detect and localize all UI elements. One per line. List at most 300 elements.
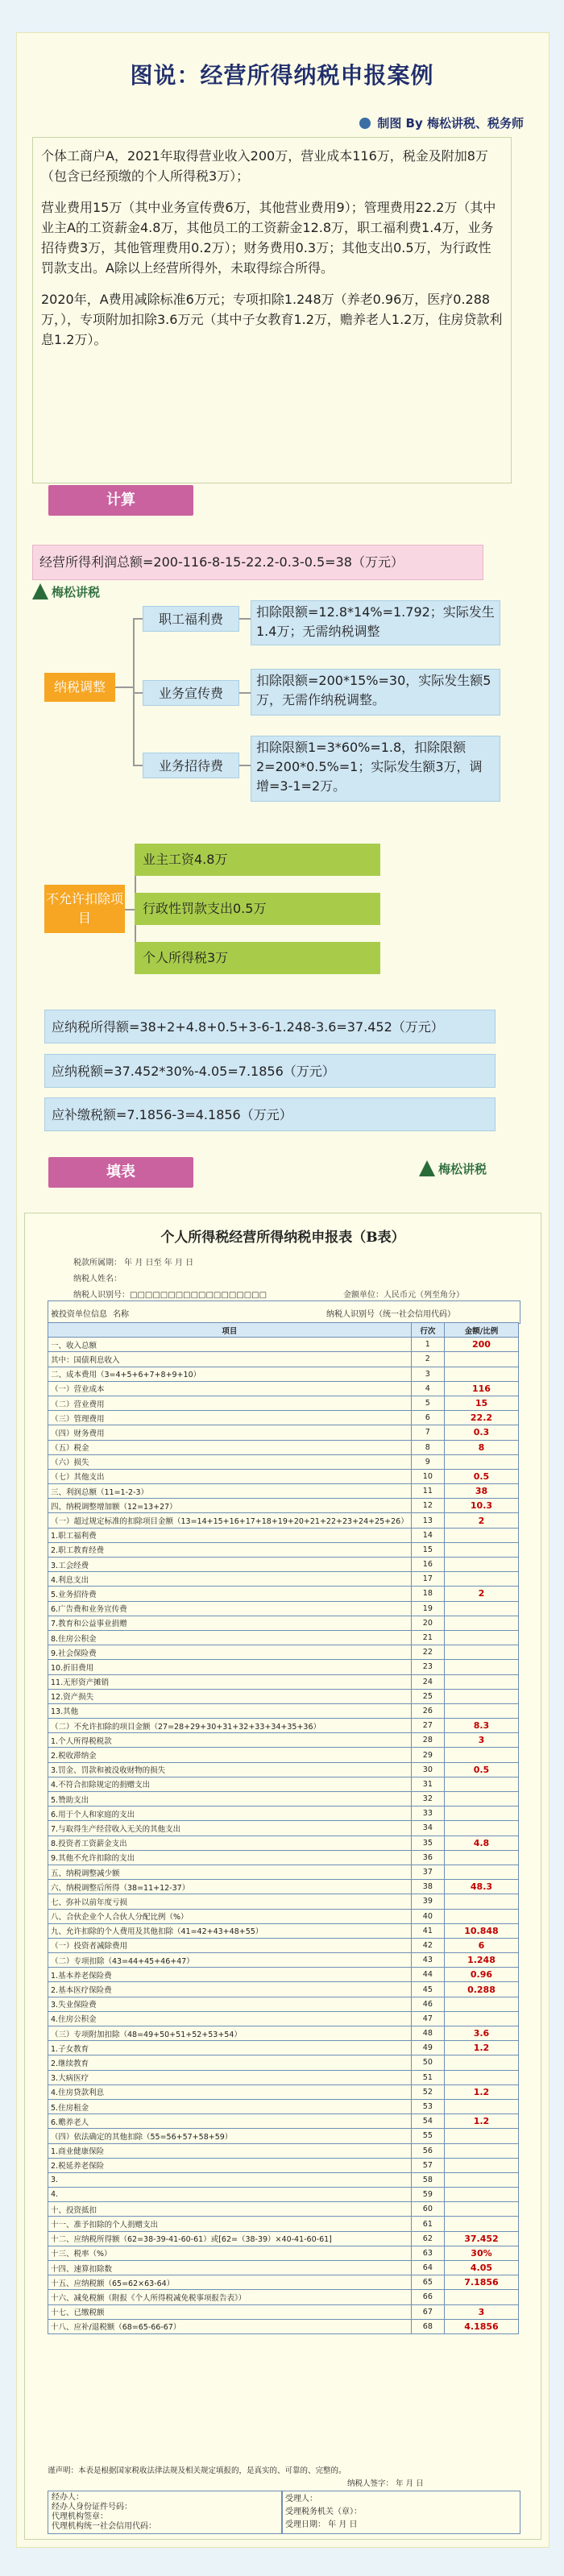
row-amount [444, 1807, 518, 1821]
table-row [48, 2026, 519, 2041]
agent-line: 代理机构统一社会信用代码： [52, 2522, 156, 2531]
row-number: 20 [411, 1616, 444, 1630]
row-amount [444, 2129, 518, 2143]
table-row [48, 2319, 519, 2333]
row-number: 64 [411, 2261, 444, 2275]
row-amount [444, 1454, 518, 1469]
row-item: 九、允许扣除的个人费用及其他扣除（41=42+43+48+55） [48, 1923, 412, 1938]
row-item: （一）超过规定标准的扣除项目金额（13=14+15+16+17+18+19+20+21+22+23+24+25+26） [48, 1513, 412, 1528]
row-item: 其中：国债利息收入 [48, 1352, 412, 1367]
section-form-header: 填表 [48, 1157, 193, 1188]
row-number: 47 [411, 2011, 444, 2026]
row-item: 4.利息支出 [48, 1572, 412, 1587]
table-row [48, 2231, 519, 2246]
row-number: 28 [411, 1733, 444, 1748]
receiver-line: 受理日期： 年 月 日 [285, 2520, 358, 2529]
row-item: 4. [48, 2188, 412, 2202]
tax-due-formula: 应补缴税额=7.1856-3=4.1856（万元） [44, 1097, 496, 1131]
row-amount [444, 1909, 518, 1923]
agent-line: 经办人： [52, 2493, 84, 2502]
table-row [48, 1733, 519, 1748]
row-item: 13.其他 [48, 1703, 412, 1718]
table-row [48, 1630, 519, 1645]
connector [239, 692, 251, 694]
row-amount: 10.3 [444, 1499, 518, 1513]
row-amount [444, 1674, 518, 1689]
table-row [48, 1997, 519, 2011]
row-item: 1.子女教育 [48, 2041, 412, 2055]
row-number: 34 [411, 1821, 444, 1836]
row-number: 58 [411, 2172, 444, 2187]
row-amount [444, 1660, 518, 1674]
row-amount [444, 2158, 518, 2172]
table-row [48, 1703, 519, 1718]
row-item: 十二、应纳税所得额（62=38-39-41-60-61）或[62=（38-39）×40-41-60-61] [48, 2231, 412, 2246]
table-row [48, 1454, 519, 1469]
table-row [48, 1338, 519, 1352]
row-item: 十八、应补/退税额（68=65-66-67） [48, 2319, 412, 2333]
taxable-income-formula: 应纳税所得额=38+2+4.8+0.5+3-6-1.248-3.6=37.452（万元） [44, 1010, 496, 1043]
row-number: 65 [411, 2275, 444, 2290]
row-amount [444, 1748, 518, 1762]
col-header-amount: 金额/比例 [444, 1323, 518, 1338]
non-deductible-label: 不允许扣除项目 [44, 885, 125, 933]
row-number: 50 [411, 2055, 444, 2070]
row-number: 18 [411, 1587, 444, 1601]
table-row [48, 1542, 519, 1557]
table-row [48, 1836, 519, 1850]
row-number: 35 [411, 1836, 444, 1850]
row-amount [444, 2217, 518, 2231]
table-row [48, 1469, 519, 1483]
non-deductible-item: 业主工资4.8万 [135, 844, 380, 876]
row-number: 48 [411, 2026, 444, 2041]
row-item: 六、纳税调整后所得（38=11+12-37） [48, 1880, 412, 1894]
table-row [48, 1558, 519, 1572]
table-row [48, 1381, 519, 1396]
credit-text: 制图 By 梅松讲税、税务师 [377, 116, 524, 131]
form-period: 税款所属期： 年 月 日至 年 月 日 [73, 1259, 194, 1267]
row-amount [444, 2099, 518, 2113]
case-description [32, 137, 512, 483]
row-number: 63 [411, 2246, 444, 2260]
row-number: 23 [411, 1660, 444, 1674]
tax-form [24, 1213, 541, 2540]
row-number: 38 [411, 1880, 444, 1894]
row-amount [444, 1367, 518, 1381]
row-amount: 1.2 [444, 2041, 518, 2055]
investee-name-label: 名称 [113, 1310, 129, 1319]
non-deductible-item: 行政性罚款支出0.5万 [135, 893, 380, 925]
logo [419, 1160, 487, 1177]
table-row [48, 1528, 519, 1542]
row-number: 30 [411, 1762, 444, 1777]
table-row [48, 2275, 519, 2290]
table-row [48, 1748, 519, 1762]
row-item: 十三、税率（%） [48, 2246, 412, 2260]
row-amount: 4.8 [444, 1836, 518, 1850]
row-amount [444, 1792, 518, 1807]
row-amount: 15 [444, 1396, 518, 1410]
intro-paragraph: 营业费用15万（其中业务宣传费6万，其他营业费用9）；管理费用22.2万（其中业主A的工资薪金4.8万，其他员工的工资薪金12.8万，职工福利费1.4万，业务招待费3万，其他管理费用0.2万）；财务费用0.3万；其他支出0.5万，为行政性罚款支出。A除以上经营所得外，未取得综合所得。 [41, 200, 496, 276]
table-row [48, 1719, 519, 1733]
col-header-item: 项目 [48, 1323, 412, 1338]
agent-line: 代理机构签章： [52, 2512, 108, 2521]
table-row [48, 1865, 519, 1879]
table-row [48, 1850, 519, 1865]
table-row [48, 2011, 519, 2026]
row-number: 56 [411, 2143, 444, 2158]
row-number: 11 [411, 1484, 444, 1499]
row-item: （六）损失 [48, 1454, 412, 1469]
row-item: 1.基本养老保险费 [48, 1968, 412, 1982]
row-amount [444, 1616, 518, 1630]
row-amount: 38 [444, 1484, 518, 1499]
row-item: 十七、已缴税额 [48, 2304, 412, 2319]
receiver-line: 受理人： [285, 2495, 317, 2503]
row-amount: 0.5 [444, 1469, 518, 1483]
table-row [48, 2084, 519, 2099]
row-number: 32 [411, 1792, 444, 1807]
table-row [48, 2143, 519, 2158]
row-amount [444, 1703, 518, 1718]
row-item: 1.职工福利费 [48, 1528, 412, 1542]
table-row [48, 2246, 519, 2260]
table-row [48, 1587, 519, 1601]
row-amount: 0.96 [444, 1968, 518, 1982]
row-amount: 48.3 [444, 1880, 518, 1894]
table-row [48, 2304, 519, 2319]
table-row [48, 1367, 519, 1381]
non-deductible-item: 个人所得税3万 [135, 942, 380, 974]
row-amount [444, 2143, 518, 2158]
table-row [48, 2188, 519, 2202]
row-item: 一、收入总额 [48, 1338, 412, 1352]
row-item: 6.赡养老人 [48, 2114, 412, 2129]
row-number: 55 [411, 2129, 444, 2143]
row-amount: 4.05 [444, 2261, 518, 2275]
table-row [48, 2129, 519, 2143]
tax-payable-formula: 应纳税额=37.452*30%-4.05=7.1856（万元） [44, 1054, 496, 1088]
row-number: 15 [411, 1542, 444, 1557]
logo-text: 梅松讲税 [438, 1162, 487, 1176]
row-item: 2.继续教育 [48, 2055, 412, 2070]
row-amount: 8 [444, 1440, 518, 1454]
row-amount [444, 1777, 518, 1791]
row-number: 33 [411, 1807, 444, 1821]
form-table [48, 1322, 519, 2334]
row-item: 二、成本费用（3=4+5+6+7+8+9+10） [48, 1367, 412, 1381]
table-row [48, 2055, 519, 2070]
row-item: （二）专项扣除（43=44+45+46+47） [48, 1953, 412, 1968]
row-amount: 22.2 [444, 1411, 518, 1425]
row-item: 7.教育和公益事业捐赠 [48, 1616, 412, 1630]
table-row [48, 1762, 519, 1777]
row-item: 8.投资者工资薪金支出 [48, 1836, 412, 1850]
row-item: 3. [48, 2172, 412, 2187]
row-amount [444, 1645, 518, 1660]
adjust-detail-entertainment: 扣除限额1=3*60%=1.8，扣除限额2=200*0.5%=1；实际发生额3万，调增=3-1=2万。 [251, 736, 500, 802]
row-item: （三）专项附加扣除（48=49+50+51+52+53+54） [48, 2026, 412, 2041]
row-number: 51 [411, 2070, 444, 2084]
table-row [48, 1792, 519, 1807]
table-row [48, 1953, 519, 1968]
row-number: 44 [411, 1968, 444, 1982]
row-number: 29 [411, 1748, 444, 1762]
row-item: （四）财务费用 [48, 1425, 412, 1440]
row-amount: 0.288 [444, 1982, 518, 1997]
row-number: 45 [411, 1982, 444, 1997]
row-item: 1.商业健康保险 [48, 2143, 412, 2158]
row-item: 2.职工教育经费 [48, 1542, 412, 1557]
table-row [48, 2041, 519, 2055]
table-row [48, 2158, 519, 2172]
adjust-item-entertainment: 业务招待费 [143, 753, 239, 778]
agent-line: 经办人身份证件号码： [52, 2503, 132, 2512]
form-unit: 金额单位：人民币元（列至角分） [343, 1291, 464, 1300]
row-number: 27 [411, 1719, 444, 1733]
table-row [48, 2290, 519, 2304]
intro-paragraph: 2020年，A费用减除标准6万元；专项扣除1.248万（养老0.96万，医疗0.288万，），专项附加扣除3.6万元（其中子女教育1.2万，赡养老人1.2万，住房贷款利息1.2万）。 [41, 292, 503, 347]
table-row [48, 1923, 519, 1938]
row-amount [444, 1528, 518, 1542]
row-number: 5 [411, 1396, 444, 1410]
row-amount [444, 2202, 518, 2217]
row-amount: 2 [444, 1513, 518, 1528]
table-row [48, 1880, 519, 1894]
row-number: 37 [411, 1865, 444, 1879]
logo [32, 583, 100, 600]
row-amount: 6 [444, 1938, 518, 1952]
row-item: 2.基本医疗保险费 [48, 1982, 412, 1997]
row-number: 53 [411, 2099, 444, 2113]
row-number: 43 [411, 1953, 444, 1968]
connector [133, 618, 143, 620]
table-row [48, 1660, 519, 1674]
row-item: （二）不允许扣除的项目金额（27=28+29+30+31+32+33+34+35+36） [48, 1719, 412, 1733]
row-amount: 3 [444, 1733, 518, 1748]
row-item: 十六、减免税额（附报《个人所得税减免税事项报告表》） [48, 2290, 412, 2304]
table-row [48, 1616, 519, 1630]
row-number: 12 [411, 1499, 444, 1513]
row-item: 3.罚金、罚款和被没收财物的损失 [48, 1762, 412, 1777]
row-item: 2.税延养老保险 [48, 2158, 412, 2172]
row-number: 4 [411, 1381, 444, 1396]
row-number: 2 [411, 1352, 444, 1367]
row-number: 8 [411, 1440, 444, 1454]
table-row [48, 1601, 519, 1616]
form-taxpayer: 纳税人姓名： [73, 1275, 122, 1284]
table-row [48, 1821, 519, 1836]
table-row [48, 2217, 519, 2231]
row-item: 8.住房公积金 [48, 1630, 412, 1645]
row-number: 57 [411, 2158, 444, 2172]
col-header-row: 行次 [411, 1323, 444, 1338]
row-item: （一）投资者减除费用 [48, 1938, 412, 1952]
row-number: 24 [411, 1674, 444, 1689]
table-row [48, 1411, 519, 1425]
row-item: 十五、应纳税额（65=62×63-64） [48, 2275, 412, 2290]
row-item: 2.税收滞纳金 [48, 1748, 412, 1762]
table-row [48, 1396, 519, 1410]
table-row [48, 1807, 519, 1821]
table-row [48, 1352, 519, 1367]
row-amount: 3.6 [444, 2026, 518, 2041]
bullet-icon [359, 118, 371, 129]
row-amount [444, 1997, 518, 2011]
adjust-detail-welfare: 扣除限额=12.8*14%=1.792；实际发生1.4万；无需纳税调整 [251, 600, 500, 645]
investee-label: 被投资单位信息 [51, 1310, 107, 1319]
row-number: 41 [411, 1923, 444, 1938]
row-number: 62 [411, 2231, 444, 2246]
table-row [48, 2114, 519, 2129]
row-amount [444, 1601, 518, 1616]
profit-formula: 经营所得利润总额=200-116-8-15-22.2-0.3-0.5=38（万元） [32, 545, 483, 580]
row-amount [444, 1821, 518, 1836]
receiver-line: 受理税务机关（章）： [285, 2508, 362, 2516]
row-item: 3.工会经费 [48, 1558, 412, 1572]
connector [133, 692, 143, 694]
connector [115, 687, 133, 688]
table-row [48, 1499, 519, 1513]
row-amount [444, 2011, 518, 2026]
row-item: 12.资产损失 [48, 1689, 412, 1703]
row-number: 46 [411, 1997, 444, 2011]
receiver-box [281, 2491, 520, 2534]
adjust-item-ads: 业务宣传费 [143, 680, 239, 706]
table-row [48, 1689, 519, 1703]
row-amount [444, 1894, 518, 1909]
row-amount: 2 [444, 1587, 518, 1601]
row-amount [444, 2172, 518, 2187]
row-item: 9.社会保险费 [48, 1645, 412, 1660]
row-number: 40 [411, 1909, 444, 1923]
connector [239, 618, 251, 620]
row-amount: 0.5 [444, 1762, 518, 1777]
row-amount: 200 [444, 1338, 518, 1352]
row-amount: 0.3 [444, 1425, 518, 1440]
table-row [48, 1645, 519, 1660]
table-header-row [48, 1323, 519, 1338]
connector [133, 765, 143, 766]
row-item: 4.住房公积金 [48, 2011, 412, 2026]
row-amount [444, 1689, 518, 1703]
adjust-item-welfare: 职工福利费 [143, 606, 239, 632]
row-item: 4.不符合扣除规定的捐赠支出 [48, 1777, 412, 1791]
row-amount: 4.1856 [444, 2319, 518, 2333]
table-row [48, 2099, 519, 2113]
row-number: 10 [411, 1469, 444, 1483]
page-title: 图说：经营所得纳税申报案例 [130, 62, 434, 89]
row-number: 21 [411, 1630, 444, 1645]
investee-info-header [48, 1300, 520, 1324]
row-item: 四、纳税调整增加额（12=13+27） [48, 1499, 412, 1513]
row-item: 十、投资抵扣 [48, 2202, 412, 2217]
row-number: 6 [411, 1411, 444, 1425]
row-number: 22 [411, 1645, 444, 1660]
row-number: 25 [411, 1689, 444, 1703]
row-number: 3 [411, 1367, 444, 1381]
row-item: （五）税金 [48, 1440, 412, 1454]
row-amount: 30% [444, 2246, 518, 2260]
declaration: 谨声明：本表是根据国家税收法律法规及相关规定填报的，是真实的、可靠的、完整的。 [48, 2466, 346, 2475]
row-number: 31 [411, 1777, 444, 1791]
row-amount: 1.248 [444, 1953, 518, 1968]
table-row [48, 1425, 519, 1440]
row-number: 17 [411, 1572, 444, 1587]
row-item: 4.住房贷款利息 [48, 2084, 412, 2099]
row-amount [444, 1630, 518, 1645]
row-item: 三、利润总额（11=1-2-3） [48, 1484, 412, 1499]
table-row [48, 2202, 519, 2217]
row-item: 五、纳税调整减少额 [48, 1865, 412, 1879]
connector [239, 765, 251, 766]
row-item: 5.业务招待费 [48, 1587, 412, 1601]
row-item: 10.折旧费用 [48, 1660, 412, 1674]
row-number: 59 [411, 2188, 444, 2202]
table-row [48, 1938, 519, 1952]
row-number: 16 [411, 1558, 444, 1572]
row-item: （一）营业成本 [48, 1381, 412, 1396]
row-item: 6.用于个人和家庭的支出 [48, 1807, 412, 1821]
investee-taxid-label: 纳税人识别号（统一社会信用代码） [326, 1310, 455, 1319]
section-calc-header: 计算 [48, 485, 193, 516]
row-amount [444, 1542, 518, 1557]
table-row [48, 1909, 519, 1923]
form-taxpayer-id: 纳税人识别号：□□□□□□□□□□□□□□□□□□ [73, 1291, 267, 1300]
row-amount: 1.2 [444, 2114, 518, 2129]
row-amount: 37.452 [444, 2231, 518, 2246]
row-item: （三）管理费用 [48, 1411, 412, 1425]
row-amount: 8.3 [444, 1719, 518, 1733]
row-item: （七）其他支出 [48, 1469, 412, 1483]
row-number: 42 [411, 1938, 444, 1952]
row-item: 3.大病医疗 [48, 2070, 412, 2084]
table-row [48, 1894, 519, 1909]
row-number: 7 [411, 1425, 444, 1440]
row-item: 5.赞助支出 [48, 1792, 412, 1807]
row-number: 67 [411, 2304, 444, 2319]
table-row [48, 1484, 519, 1499]
row-item: 十四、速算扣除数 [48, 2261, 412, 2275]
row-amount: 1.2 [444, 2084, 518, 2099]
row-amount [444, 2070, 518, 2084]
row-item: 十一、准予扣除的个人捐赠支出 [48, 2217, 412, 2231]
table-row [48, 1572, 519, 1587]
table-row [48, 2172, 519, 2187]
row-amount: 10.848 [444, 1923, 518, 1938]
table-row [48, 1513, 519, 1528]
row-number: 54 [411, 2114, 444, 2129]
row-amount: 116 [444, 1381, 518, 1396]
row-number: 52 [411, 2084, 444, 2099]
row-number: 39 [411, 1894, 444, 1909]
row-number: 66 [411, 2290, 444, 2304]
row-item: 1.个人所得税税款 [48, 1733, 412, 1748]
table-row [48, 1440, 519, 1454]
row-number: 36 [411, 1850, 444, 1865]
agent-box [48, 2491, 283, 2534]
row-item: 八、合伙企业个人合伙人分配比例（%） [48, 1909, 412, 1923]
row-item: 11.无形资产摊销 [48, 1674, 412, 1689]
row-item: 5.住房租金 [48, 2099, 412, 2113]
connector [125, 909, 135, 911]
row-amount [444, 1850, 518, 1865]
row-amount [444, 1572, 518, 1587]
table-row [48, 2070, 519, 2084]
row-amount [444, 1865, 518, 1879]
row-amount [444, 2188, 518, 2202]
